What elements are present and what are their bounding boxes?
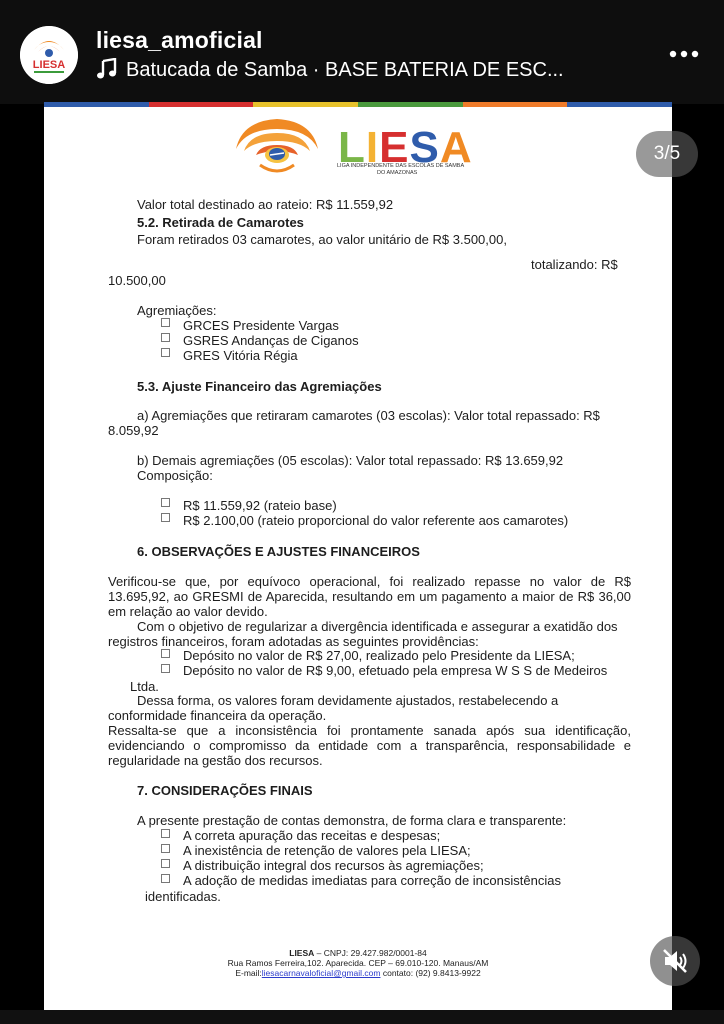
bullet-box bbox=[161, 318, 170, 327]
liesa-emblem-icon bbox=[230, 115, 324, 179]
section-5-2-text: Foram retirados 03 camarotes, ao valor unitário de R$ 3.500,00, bbox=[137, 232, 507, 247]
section-5-3-a-line1: a) Agremiações que retiraram camarotes (03 escolas): Valor total repassado: R$ bbox=[137, 408, 600, 423]
mute-button[interactable] bbox=[650, 936, 700, 986]
username[interactable]: liesa_amoficial bbox=[96, 27, 263, 53]
bottom-bar bbox=[0, 1010, 724, 1024]
bullet-box bbox=[161, 859, 170, 868]
footer-email-link[interactable]: liesacarnavaloficial@gmail.com bbox=[261, 968, 381, 978]
section-7-tail: identificadas. bbox=[145, 889, 221, 904]
liesa-wordmark: LIESA bbox=[338, 123, 473, 172]
section-6-paragraph-3a: Dessa forma, os valores foram devidamente ajustados, restabelecendo a bbox=[137, 693, 559, 708]
list-item: GRES Vitória Régia bbox=[183, 348, 298, 363]
list-item: Depósito no valor de R$ 27,00, realizado pelo Presidente da LIESA; bbox=[183, 648, 575, 663]
section-6-paragraph-1: Verificou-se que, por equívoco operacional, foi realizado repasse no valor de R$ 13.695,92, ao GRESMI de Aparecida, resultando em um pagamento a maior de R$ 36,00 em relação ao valor devido. bbox=[108, 574, 631, 619]
bullet-box bbox=[161, 844, 170, 853]
section-7-title: 7. CONSIDERAÇÕES FINAIS bbox=[137, 783, 313, 798]
footer-contact-line bbox=[44, 968, 672, 978]
list-item: R$ 11.559,92 (rateio base) bbox=[183, 498, 337, 513]
music-note-icon bbox=[96, 58, 118, 80]
rateio-total: Valor total destinado ao rateio: R$ 11.559,92 bbox=[137, 197, 394, 212]
list-item: Depósito no valor de R$ 9,00, efetuado pela empresa W S S de Medeiros bbox=[183, 663, 608, 678]
section-5-2-total-label: totalizando: R$ bbox=[531, 257, 618, 272]
liesa-logo-icon bbox=[20, 26, 78, 84]
list-item: A correta apuração das receitas e despesas; bbox=[183, 828, 441, 843]
footer-email-label: E-mail: bbox=[235, 968, 262, 978]
list-item: A inexistência de retenção de valores pela LIESA; bbox=[183, 843, 471, 858]
section-5-3-a-line2: 8.059,92 bbox=[108, 423, 159, 438]
section-7-intro: A presente prestação de contas demonstra, de forma clara e transparente: bbox=[137, 813, 567, 828]
speaker-muted-icon bbox=[650, 936, 700, 986]
section-5-3-b: b) Demais agremiações (05 escolas): Valor total repassado: R$ 13.659,92 bbox=[137, 453, 564, 468]
bullet-box bbox=[161, 348, 170, 357]
bullet-box bbox=[161, 664, 170, 673]
ltda-text: Ltda. bbox=[130, 679, 159, 694]
bullet-box bbox=[161, 513, 170, 522]
more-options-icon[interactable] bbox=[668, 44, 700, 64]
section-6-paragraph-2a: Com o objetivo de regularizar a divergência identificada e assegurar a exatidão dos bbox=[137, 619, 618, 634]
footer-cnpj: – CNPJ: 29.427.982/0001-84 bbox=[314, 948, 427, 958]
section-6-paragraph-2b: registros financeiros, foram adotadas as seguintes providências: bbox=[108, 634, 479, 649]
story-header bbox=[0, 0, 724, 104]
list-item: GSRES Andanças de Ciganos bbox=[183, 333, 359, 348]
footer-cnpj-line bbox=[44, 948, 672, 958]
section-6-paragraph-4: Ressalta-se que a inconsistência foi prontamente sanada após sua identificação, evidenciando o compromisso da entidade com a transparência, responsabilidade e regularidade na gestão dos recursos. bbox=[108, 723, 631, 768]
footer-name: LIESA bbox=[289, 948, 315, 958]
composicao-label: Composição: bbox=[137, 468, 213, 483]
liesa-subtitle: LIGA INDEPENDENTE DAS ESCOLAS DE SAMBA DO AMAZONAS bbox=[337, 163, 465, 176]
bullet-box bbox=[161, 829, 170, 838]
music-title: Batucada de Samba · BASE BATERIA DE ESC... bbox=[126, 59, 564, 81]
bullet-box bbox=[161, 333, 170, 342]
bullet-box bbox=[161, 874, 170, 883]
section-5-3-title: 5.3. Ajuste Financeiro das Agremiações bbox=[137, 379, 382, 394]
list-item: GRCES Presidente Vargas bbox=[183, 318, 339, 333]
list-item: A distribuição integral dos recursos às agremiações; bbox=[183, 858, 484, 873]
svg-text:LIESA: LIESA bbox=[32, 59, 66, 71]
footer-contact: contato: (92) 9.8413-9922 bbox=[380, 968, 481, 978]
bullet-box bbox=[161, 649, 170, 658]
music-info[interactable] bbox=[96, 58, 616, 82]
profile-avatar[interactable] bbox=[20, 26, 78, 84]
agremiacoes-label: Agremiações: bbox=[137, 303, 217, 318]
section-6-title: 6. OBSERVAÇÕES E AJUSTES FINANCEIROS bbox=[137, 544, 420, 559]
bullet-box bbox=[161, 498, 170, 507]
section-5-2-title: 5.2. Retirada de Camarotes bbox=[137, 215, 304, 230]
section-6-paragraph-3b: conformidade financeira da operação. bbox=[108, 708, 327, 723]
story-counter: 3/5 bbox=[636, 131, 698, 177]
list-item: A adoção de medidas imediatas para correção de inconsistências bbox=[183, 873, 561, 888]
list-item: R$ 2.100,00 (rateio proporcional do valor referente aos camarotes) bbox=[183, 513, 569, 528]
footer-address: Rua Ramos Ferreira,102. Aparecida. CEP – 69.010-120. Manaus/AM bbox=[227, 958, 489, 968]
document-page bbox=[44, 107, 672, 1010]
section-5-2-total-value: 10.500,00 bbox=[108, 273, 166, 288]
